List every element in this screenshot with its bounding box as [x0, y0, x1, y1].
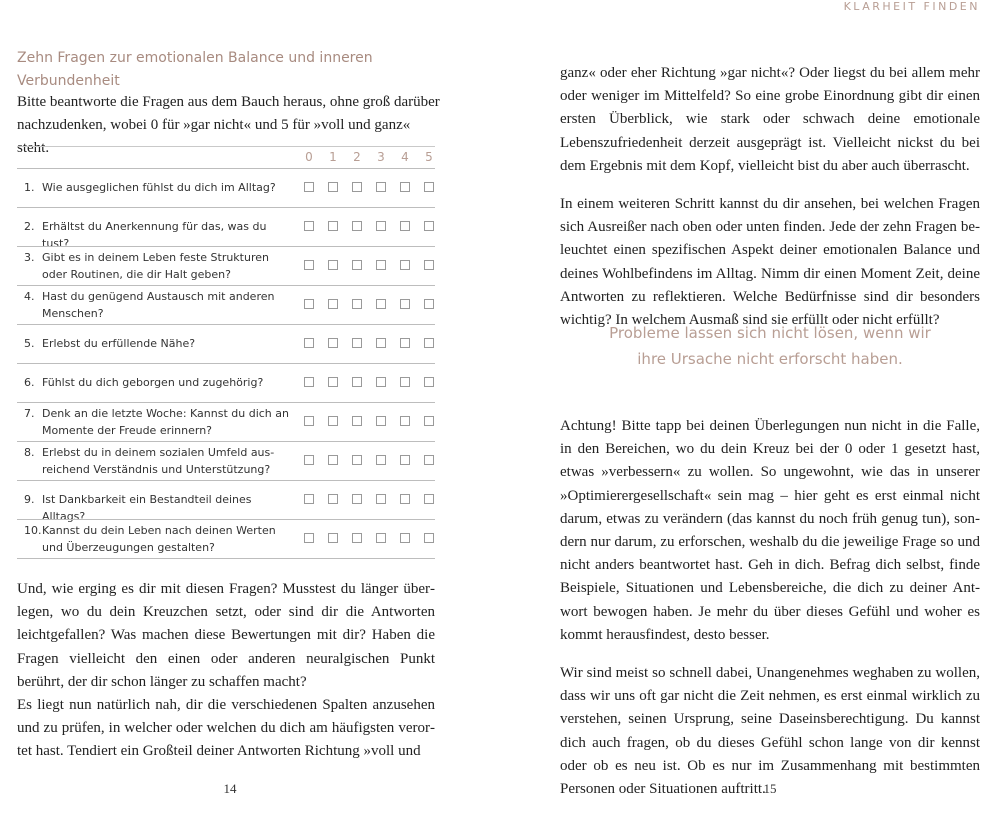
rating-checkbox-3[interactable]	[376, 494, 386, 504]
rating-checkbox-4[interactable]	[400, 260, 410, 270]
rating-checkbox-1[interactable]	[328, 221, 338, 231]
question-row	[17, 441, 435, 480]
rating-checkbox-2[interactable]	[352, 182, 362, 192]
rating-checkbox-3[interactable]	[376, 377, 386, 387]
rating-checkbox-3[interactable]	[376, 455, 386, 465]
paragraph: Wir sind meist so schnell dabei, Unangenehmes weghaben zu wollen, dass wir uns oft gar nicht die Zeit nehmen, es erst einmal wirklich zu verstehen, seinen Ursprung, seine Daseinsberechtigung. Du kannst dich auch fragen, ob du dieses Gefühl schon lange von dir kennst oder ob es neu ist. Ob es nur im Zusammenhang mit bestimmten Personen oder Situationen auftritt.	[560, 665, 980, 798]
rating-checkbox-0[interactable]	[304, 299, 314, 309]
body-text-right-bottom	[560, 400, 980, 816]
rating-checkbox-5[interactable]	[424, 338, 434, 348]
questionnaire-table	[17, 146, 435, 559]
scale-label-5: 5	[425, 150, 433, 164]
rating-checkbox-3[interactable]	[376, 533, 386, 543]
rating-checkbox-1[interactable]	[328, 377, 338, 387]
rating-checkbox-5[interactable]	[424, 299, 434, 309]
scale-label-4: 4	[401, 150, 409, 164]
question-text: Erhältst du Anerkennung für das, was du tust?	[42, 220, 267, 250]
question-number: 2.	[24, 220, 35, 233]
question-text: Ist Dankbarkeit ein Bestandteil deines Alltags?	[42, 493, 252, 523]
rating-checkbox-2[interactable]	[352, 377, 362, 387]
rating-checkbox-1[interactable]	[328, 299, 338, 309]
rating-checkbox-5[interactable]	[424, 494, 434, 504]
body-text-left	[17, 578, 435, 764]
rating-checkbox-0[interactable]	[304, 533, 314, 543]
paragraph: In einem weiteren Schritt kannst du dir ansehen, bei welchen Fragen sich Ausreißer nach oben oder unten finden. Jede der zehn Fragen beleuchtet einen spezifischen Aspekt deiner emotionalen Balance und deines Wohlbefindens im Alltag. Nimm dir einen Moment Zeit, deine Antworten zu reflektieren. Welche Bedürfnisse sind dir besonders wichtig? In welchem Ausmaß sind sie erfüllt oder nicht erfüllt?	[560, 196, 980, 329]
question-text: Denk an die letzte Woche: Kannst du dich an Momente der Freude erinnern?	[42, 407, 289, 437]
question-number: 1.	[24, 181, 35, 194]
rating-checkbox-5[interactable]	[424, 377, 434, 387]
rating-checkbox-2[interactable]	[352, 416, 362, 426]
question-number: 3.	[24, 251, 35, 264]
rating-checkbox-2[interactable]	[352, 260, 362, 270]
pull-quote	[560, 320, 980, 372]
question-text: Hast du genügend Austausch mit anderen Menschen?	[42, 290, 275, 320]
rating-checkbox-1[interactable]	[328, 494, 338, 504]
question-row	[17, 519, 435, 559]
question-text: Erlebst du in deinem sozialen Umfeld ausreichend Verständnis und Unterstützung?	[42, 446, 275, 476]
rating-checkbox-0[interactable]	[304, 455, 314, 465]
rating-checkbox-4[interactable]	[400, 299, 410, 309]
rating-checkbox-3[interactable]	[376, 182, 386, 192]
pull-quote-line: Probleme lassen sich nicht lösen, wenn wir	[609, 324, 931, 342]
rating-checkbox-2[interactable]	[352, 455, 362, 465]
rating-checkbox-0[interactable]	[304, 494, 314, 504]
question-text: Gibt es in deinem Leben feste Strukturen oder Routinen, die dir Halt geben?	[42, 251, 269, 281]
paragraph: Es liegt nun natürlich nah, dir die verschiedenen Spalten anzusehen und zu prüfen, in welcher oder welchen du dich am häufigsten verortet hast. Tendiert ein Großteil deiner Antworten Richtung »voll und	[17, 697, 435, 760]
rating-checkbox-1[interactable]	[328, 455, 338, 465]
section-title: Zehn Fragen zur emotionalen Balance und inneren Verbundenheit	[17, 50, 373, 89]
question-row	[17, 285, 435, 324]
paragraph: Und, wie erging es dir mit diesen Fragen? Musstest du länger überlegen, wo du dein Kreuzchen setzt, oder sind dir die Antworten leichtgefallen? Was machen diese Bewertungen mit dir? Haben die Fragen vielleicht den einen oder anderen neuralgischen Punkt berührt, der dir schon länger zu schaffen macht?	[17, 581, 435, 690]
rating-checkbox-4[interactable]	[400, 182, 410, 192]
rating-checkbox-2[interactable]	[352, 494, 362, 504]
right-page	[520, 0, 1000, 800]
rating-checkbox-2[interactable]	[352, 338, 362, 348]
question-number: 7.	[24, 407, 35, 420]
rating-checkbox-4[interactable]	[400, 338, 410, 348]
scale-label-2: 2	[353, 150, 361, 164]
rating-checkbox-4[interactable]	[400, 533, 410, 543]
rating-checkbox-5[interactable]	[424, 533, 434, 543]
rating-checkbox-5[interactable]	[424, 182, 434, 192]
question-row	[17, 168, 435, 207]
running-head: KLARHEIT FINDEN	[843, 0, 980, 13]
rating-checkbox-3[interactable]	[376, 221, 386, 231]
rating-checkbox-1[interactable]	[328, 338, 338, 348]
rating-checkbox-0[interactable]	[304, 377, 314, 387]
paragraph: Achtung! Bitte tapp bei deinen Überlegungen nun nicht in die Falle, in den Bereichen, wo du dein Kreuz bei der 0 oder 1 gesetzt hast, etwas »verbessern« zu wollen. So ungewohnt, wie das in unserer »Optimierergesellschaft« sein mag – hier geht es erst einmal nicht darum, etwas zu verändern (das kannst du noch früh genug tun), sondern nur darum, zu erforschen, weshalb du die jeweilige Frage so und nicht anders beantwortet hast. Geh in dich. Befrag dich selbst, finde Beispiele, Situationen und Lebensbereiche, die dich zu deiner Antwort bewogen haben. Je mehr du über dieses Gefühl und woher es kommt herausfindest, desto besser.	[560, 418, 980, 643]
rating-checkbox-4[interactable]	[400, 455, 410, 465]
page-number-right: 15	[763, 781, 777, 796]
rating-checkbox-5[interactable]	[424, 416, 434, 426]
rating-checkbox-3[interactable]	[376, 338, 386, 348]
question-row	[17, 363, 435, 402]
rating-checkbox-1[interactable]	[328, 182, 338, 192]
scale-label-0: 0	[305, 150, 313, 164]
rating-checkbox-2[interactable]	[352, 299, 362, 309]
rating-checkbox-1[interactable]	[328, 260, 338, 270]
question-text: Kannst du dein Leben nach deinen Werten und Überzeugungen gestalten?	[42, 524, 276, 554]
rating-checkbox-2[interactable]	[352, 533, 362, 543]
question-text: Erlebst du erfüllende Nähe?	[42, 337, 196, 350]
rating-checkbox-0[interactable]	[304, 338, 314, 348]
intro-text: Bitte beantworte die Fragen aus dem Bauch heraus, ohne groß darüber nachzudenken, wobei 0 für »gar nicht« und 5 für »voll und ganz« steht.	[17, 94, 440, 156]
rating-checkbox-5[interactable]	[424, 455, 434, 465]
question-row	[17, 480, 435, 523]
rating-checkbox-0[interactable]	[304, 416, 314, 426]
question-row	[17, 246, 435, 285]
question-rows	[17, 168, 435, 559]
question-number: 10.	[24, 524, 42, 537]
rating-checkbox-1[interactable]	[328, 416, 338, 426]
question-row	[17, 402, 435, 441]
rating-checkbox-1[interactable]	[328, 533, 338, 543]
rating-checkbox-3[interactable]	[376, 260, 386, 270]
question-row	[17, 207, 435, 250]
question-text: Wie ausgeglichen fühlst du dich im Alltag?	[42, 181, 276, 194]
scale-label-3: 3	[377, 150, 385, 164]
rating-checkbox-5[interactable]	[424, 221, 434, 231]
rating-checkbox-0[interactable]	[304, 182, 314, 192]
rating-checkbox-2[interactable]	[352, 221, 362, 231]
rating-checkbox-0[interactable]	[304, 221, 314, 231]
page-number-left: 14	[223, 781, 237, 796]
rating-checkbox-4[interactable]	[400, 416, 410, 426]
rating-checkbox-3[interactable]	[376, 299, 386, 309]
question-number: 9.	[24, 493, 35, 506]
body-text-right-top	[560, 47, 980, 347]
rating-checkbox-5[interactable]	[424, 260, 434, 270]
question-text: Fühlst du dich geborgen und zugehörig?	[42, 376, 264, 389]
rating-checkbox-4[interactable]	[400, 494, 410, 504]
rating-checkbox-4[interactable]	[400, 377, 410, 387]
question-number: 8.	[24, 446, 35, 459]
question-number: 6.	[24, 376, 35, 389]
pull-quote-line: ihre Ursache nicht erforscht haben.	[637, 350, 903, 368]
question-row	[17, 324, 435, 363]
rating-checkbox-4[interactable]	[400, 221, 410, 231]
question-number: 4.	[24, 290, 35, 303]
rating-checkbox-3[interactable]	[376, 416, 386, 426]
paragraph: ganz« oder eher Richtung »gar nicht«? Oder liegst du bei allem mehr oder weniger im Mittelfeld? So eine grobe Einordnung gibt dir einen ersten Überblick, wie stark oder schwach deine emotionale Lebenszufriedenheit derzeit ausgeprägt ist. Vielleicht nickst du bei dem Ergebnis mit dem Kopf, vielleicht bist du aber auch überrascht.	[560, 65, 980, 174]
left-page	[0, 0, 480, 800]
scale-label-1: 1	[329, 150, 337, 164]
question-number: 5.	[24, 337, 35, 350]
scale-header	[17, 146, 435, 168]
rating-checkbox-0[interactable]	[304, 260, 314, 270]
